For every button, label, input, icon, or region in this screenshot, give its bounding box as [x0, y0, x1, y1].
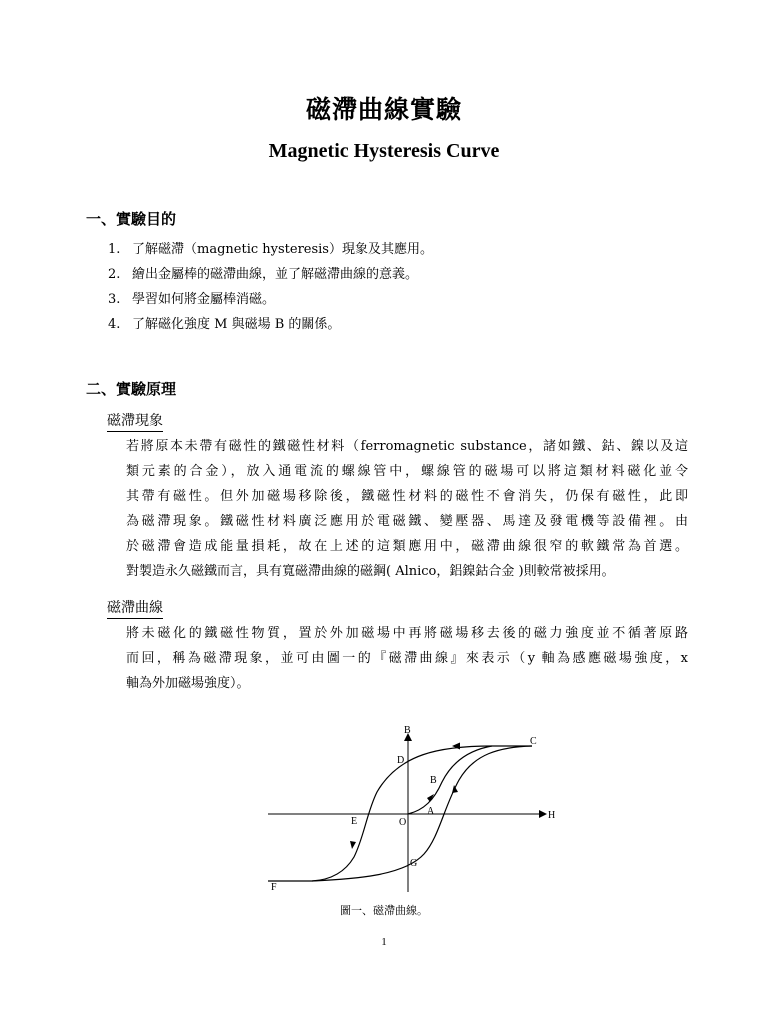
paragraph-line: 而回，稱為磁滯現象，並可由圖一的『磁滯曲線』來表示（y 軸為感應磁場強度，x	[126, 651, 688, 666]
label-o: O	[399, 817, 407, 828]
label-c: C	[530, 736, 537, 747]
label-h-axis: H	[548, 810, 556, 821]
paragraph-hysteresis-phenomenon	[126, 437, 688, 587]
objectives-list	[108, 240, 433, 340]
page-title-english: Magnetic Hysteresis Curve	[268, 140, 500, 162]
list-text: 了解磁滯（magnetic hysteresis）現象及其應用。	[132, 242, 433, 257]
list-number: 2.	[108, 267, 121, 282]
label-d: D	[397, 755, 405, 766]
paragraph-hysteresis-curve	[126, 624, 688, 699]
paragraph-line: 將未磁化的鐵磁性物質，置於外加磁場中再將磁場移去後的磁力強度並不循著原路	[126, 626, 688, 641]
paragraph-line: 其帶有磁性。但外加磁場移除後，鐵磁性材料的磁性不會消失，仍保有磁性，此即	[126, 489, 688, 504]
label-g: G	[410, 858, 418, 869]
section-heading-principles: 二、實驗原理	[86, 380, 177, 398]
paragraph-line: 若將原本未帶有磁性的鐵磁性材料（ferromagnetic substance，諸如鐵、鈷、鎳以及這	[126, 439, 688, 454]
paragraph-line: 為磁滯現象。鐵磁性材料廣泛應用於電磁鐵、變壓器、馬達及發電機等設備裡。由	[126, 514, 688, 529]
list-item	[108, 290, 433, 315]
label-e: E	[351, 816, 358, 827]
list-item	[108, 315, 433, 340]
label-b-point: B	[430, 775, 437, 786]
list-item	[108, 265, 433, 290]
list-number: 1.	[108, 242, 121, 257]
arrow-ascending	[452, 785, 458, 793]
paragraph-line: 類元素的合金），放入通電流的螺線管中，螺線管的磁場可以將這類材料磁化並令	[126, 464, 688, 479]
figure-caption: 圖一、磁滯曲線。	[340, 904, 428, 917]
list-number: 4.	[108, 317, 121, 332]
hysteresis-figure	[264, 722, 574, 900]
list-item	[108, 240, 433, 265]
list-text: 了解磁化強度 M 與磁場 B 的關係。	[132, 317, 341, 332]
subsection-title-hysteresis-curve: 磁滯曲線	[107, 599, 163, 619]
label-f: F	[271, 882, 277, 893]
list-number: 3.	[108, 292, 121, 307]
page-number: 1	[381, 936, 387, 948]
paragraph-line: 對製造永久磁鐵而言，具有寬磁滯曲線的磁鋼( Alnico，鋁鎳鈷合金 )則較常被採用。	[126, 564, 615, 579]
page-title-chinese: 磁滯曲線實驗	[305, 95, 462, 124]
list-text: 學習如何將金屬棒消磁。	[132, 292, 276, 307]
label-a: A	[427, 806, 435, 817]
list-text: 繪出金屬棒的磁滯曲線，並了解磁滯曲線的意義。	[132, 267, 419, 282]
paragraph-line: 於磁滯會造成能量損耗，故在上述的這類應用中，磁滯曲線很窄的軟鐵常為首選。	[126, 539, 688, 554]
section-heading-objectives: 一、實驗目的	[86, 210, 177, 228]
paragraph-line: 軸為外加磁場強度）。	[126, 676, 250, 691]
subsection-title-hysteresis-phenomenon: 磁滯現象	[107, 412, 163, 432]
label-b-axis: B	[404, 725, 411, 736]
arrow-descending	[350, 841, 356, 849]
